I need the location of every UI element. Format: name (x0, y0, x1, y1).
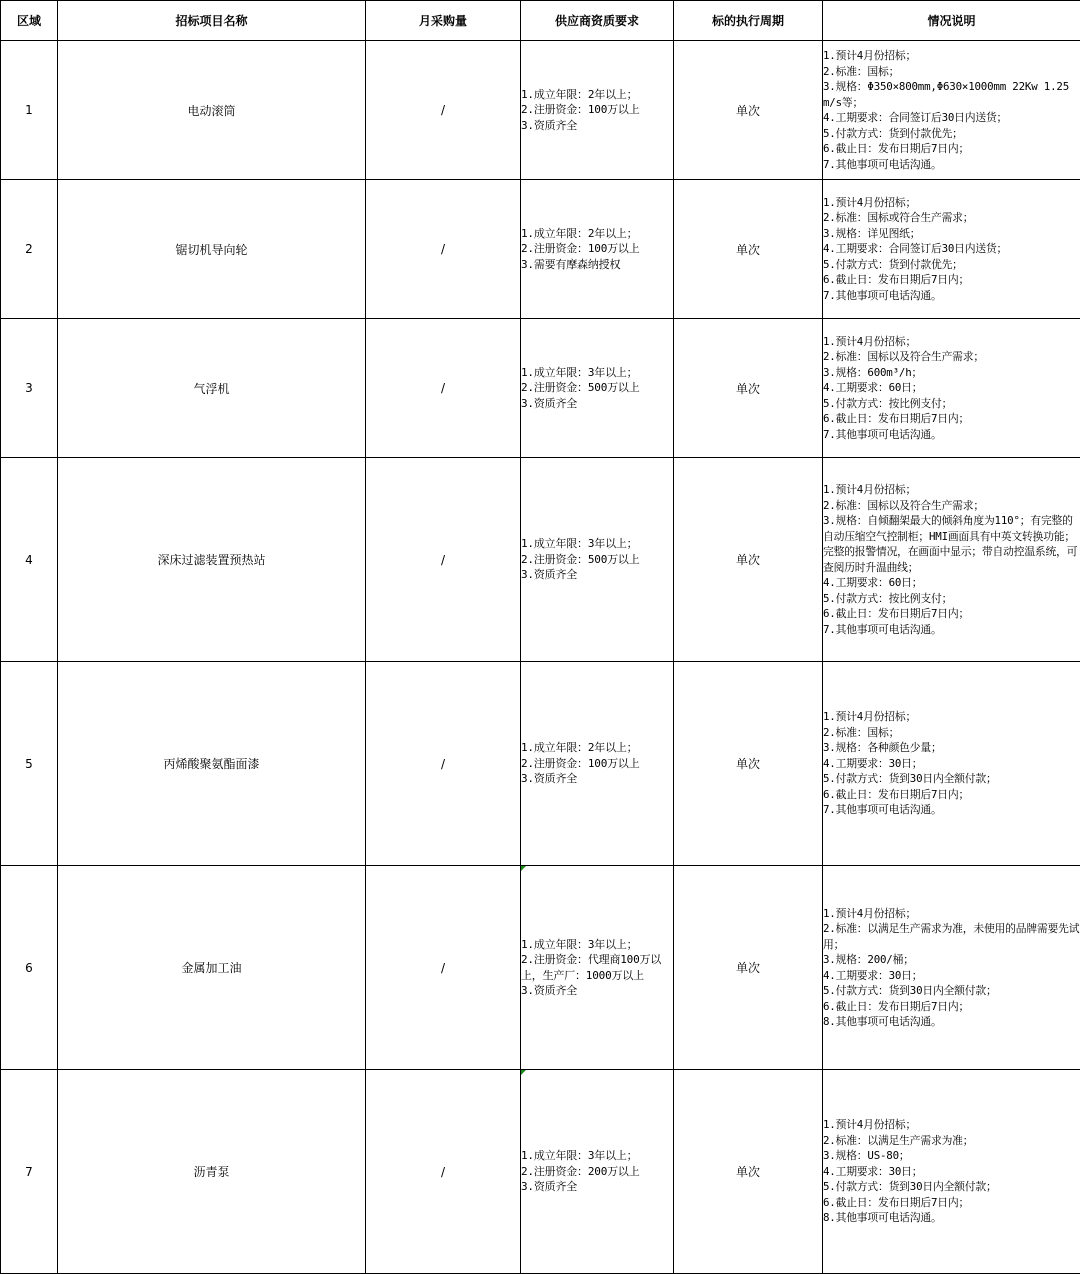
description-text: 1.预计4月份招标； 2.标准：以满足生产需求为准； 3.规格：US-80； 4.工期要求：30日； 5.付款方式：货到30日内全额付款； 6.截止日：发布日期后7日内； 8.其他事项可电话沟通。 (823, 1117, 1080, 1226)
cell-execution-cycle: 单次 (674, 319, 823, 458)
cell-area: 2 (1, 180, 58, 319)
cell-execution-cycle: 单次 (674, 41, 823, 180)
cell-supplier-requirements (521, 319, 674, 458)
header-supplier-requirements: 供应商资质要求 (521, 1, 674, 41)
header-area: 区域 (1, 1, 58, 41)
cell-area: 3 (1, 319, 58, 458)
cell-monthly-qty: / (366, 662, 521, 866)
cell-area: 1 (1, 41, 58, 180)
cell-description (823, 1070, 1080, 1274)
cell-supplier-requirements (521, 180, 674, 319)
cell-project-name: 沥青泵 (58, 1070, 366, 1274)
cell-execution-cycle: 单次 (674, 180, 823, 319)
table-row (1, 1070, 1080, 1274)
cell-project-name: 丙烯酸聚氨酯面漆 (58, 662, 366, 866)
cell-area: 4 (1, 458, 58, 662)
cell-project-name: 金属加工油 (58, 866, 366, 1070)
cell-supplier-requirements (521, 458, 674, 662)
cell-project-name: 气浮机 (58, 319, 366, 458)
cell-execution-cycle: 单次 (674, 866, 823, 1070)
cell-description (823, 319, 1080, 458)
cell-project-name: 深床过滤装置预热站 (58, 458, 366, 662)
table-row (1, 866, 1080, 1070)
cell-project-name: 电动滚筒 (58, 41, 366, 180)
cell-monthly-qty: / (366, 180, 521, 319)
table-row (1, 458, 1080, 662)
description-text: 1.预计4月份招标； 2.标准：国标以及符合生产需求； 3.规格：600m³/h； 4.工期要求：60日； 5.付款方式：按比例支付； 6.截止日：发布日期后7日内； 7.其他事项可电话沟通。 (823, 334, 1080, 443)
cell-monthly-qty: / (366, 866, 521, 1070)
table-row (1, 319, 1080, 458)
description-text: 1.预计4月份招标； 2.标准：国标； 3.规格：Φ350×800mm,Φ630×1000mm 22Kw 1.25m/s等； 4.工期要求：合同签订后30日内送货； 5.付款方式：货到付款优先； 6.截止日：发布日期后7日内； 7.其他事项可电话沟通。 (823, 48, 1080, 172)
cell-area: 5 (1, 662, 58, 866)
cell-execution-cycle: 单次 (674, 458, 823, 662)
header-monthly-qty: 月采购量 (366, 1, 521, 41)
header-execution-cycle: 标的执行周期 (674, 1, 823, 41)
cell-description (823, 662, 1080, 866)
cell-monthly-qty: / (366, 1070, 521, 1274)
header-description: 情况说明 (823, 1, 1080, 41)
table-row (1, 180, 1080, 319)
cell-supplier-requirements (521, 866, 674, 1070)
table-row (1, 41, 1080, 180)
description-text: 1.预计4月份招标； 2.标准：国标以及符合生产需求； 3.规格：自倾翻架最大的倾斜角度为110°；有完整的自动压缩空气控制柜；HMI画面具有中英文转换功能；完整的报警情况，在画面中显示；带自动控温系统，可查阅历时升温曲线； 4.工期要求：60日； 5.付款方式：按比例支付； 6.截止日：发布日期后7日内； 7.其他事项可电话沟通。 (823, 482, 1080, 637)
description-text: 1.预计4月份招标； 2.标准：国标或符合生产需求； 3.规格：详见图纸； 4.工期要求：合同签订后30日内送货； 5.付款方式：货到付款优先； 6.截止日：发布日期后7日内； 7.其他事项可电话沟通。 (823, 195, 1080, 304)
cell-execution-cycle: 单次 (674, 662, 823, 866)
cell-description (823, 41, 1080, 180)
cell-supplier-requirements (521, 662, 674, 866)
cell-description (823, 866, 1080, 1070)
cell-monthly-qty: / (366, 319, 521, 458)
header-project-name: 招标项目名称 (58, 1, 366, 41)
cell-monthly-qty: / (366, 458, 521, 662)
cell-description (823, 180, 1080, 319)
table-row (1, 662, 1080, 866)
cell-project-name: 锯切机导向轮 (58, 180, 366, 319)
cell-description (823, 458, 1080, 662)
cell-supplier-requirements (521, 41, 674, 180)
requirements-text: 1.成立年限：2年以上； 2.注册资金：100万以上 3.资质齐全 (521, 87, 673, 134)
cell-supplier-requirements (521, 1070, 674, 1274)
description-text: 1.预计4月份招标； 2.标准：国标； 3.规格：各种颜色少量； 4.工期要求：30日； 5.付款方式：货到30日内全额付款； 6.截止日：发布日期后7日内； 7.其他事项可电话沟通。 (823, 709, 1080, 818)
requirements-text: 1.成立年限：3年以上； 2.注册资金：500万以上 3.资质齐全 (521, 536, 673, 583)
requirements-text: 1.成立年限：2年以上； 2.注册资金：100万以上 3.资质齐全 (521, 740, 673, 787)
cell-execution-cycle: 单次 (674, 1070, 823, 1274)
requirements-text: 1.成立年限：3年以上； 2.注册资金：500万以上 3.资质齐全 (521, 365, 673, 412)
description-text: 1.预计4月份招标； 2.标准：以满足生产需求为准，未使用的品牌需要先试用； 3.规格：200/桶； 4.工期要求：30日； 5.付款方式：货到30日内全额付款； 6.截止日：发布日期后7日内； 8.其他事项可电话沟通。 (823, 906, 1080, 1030)
requirements-text: 1.成立年限：2年以上； 2.注册资金：100万以上 3.需要有摩森纳授权 (521, 226, 673, 273)
cell-area: 7 (1, 1070, 58, 1274)
cell-monthly-qty: / (366, 41, 521, 180)
cell-area: 6 (1, 866, 58, 1070)
requirements-text: 1.成立年限：3年以上； 2.注册资金：代理商100万以上，生产厂：1000万以上 3.资质齐全 (521, 937, 673, 999)
header-row (1, 1, 1080, 41)
requirements-text: 1.成立年限：3年以上； 2.注册资金：200万以上 3.资质齐全 (521, 1148, 673, 1195)
